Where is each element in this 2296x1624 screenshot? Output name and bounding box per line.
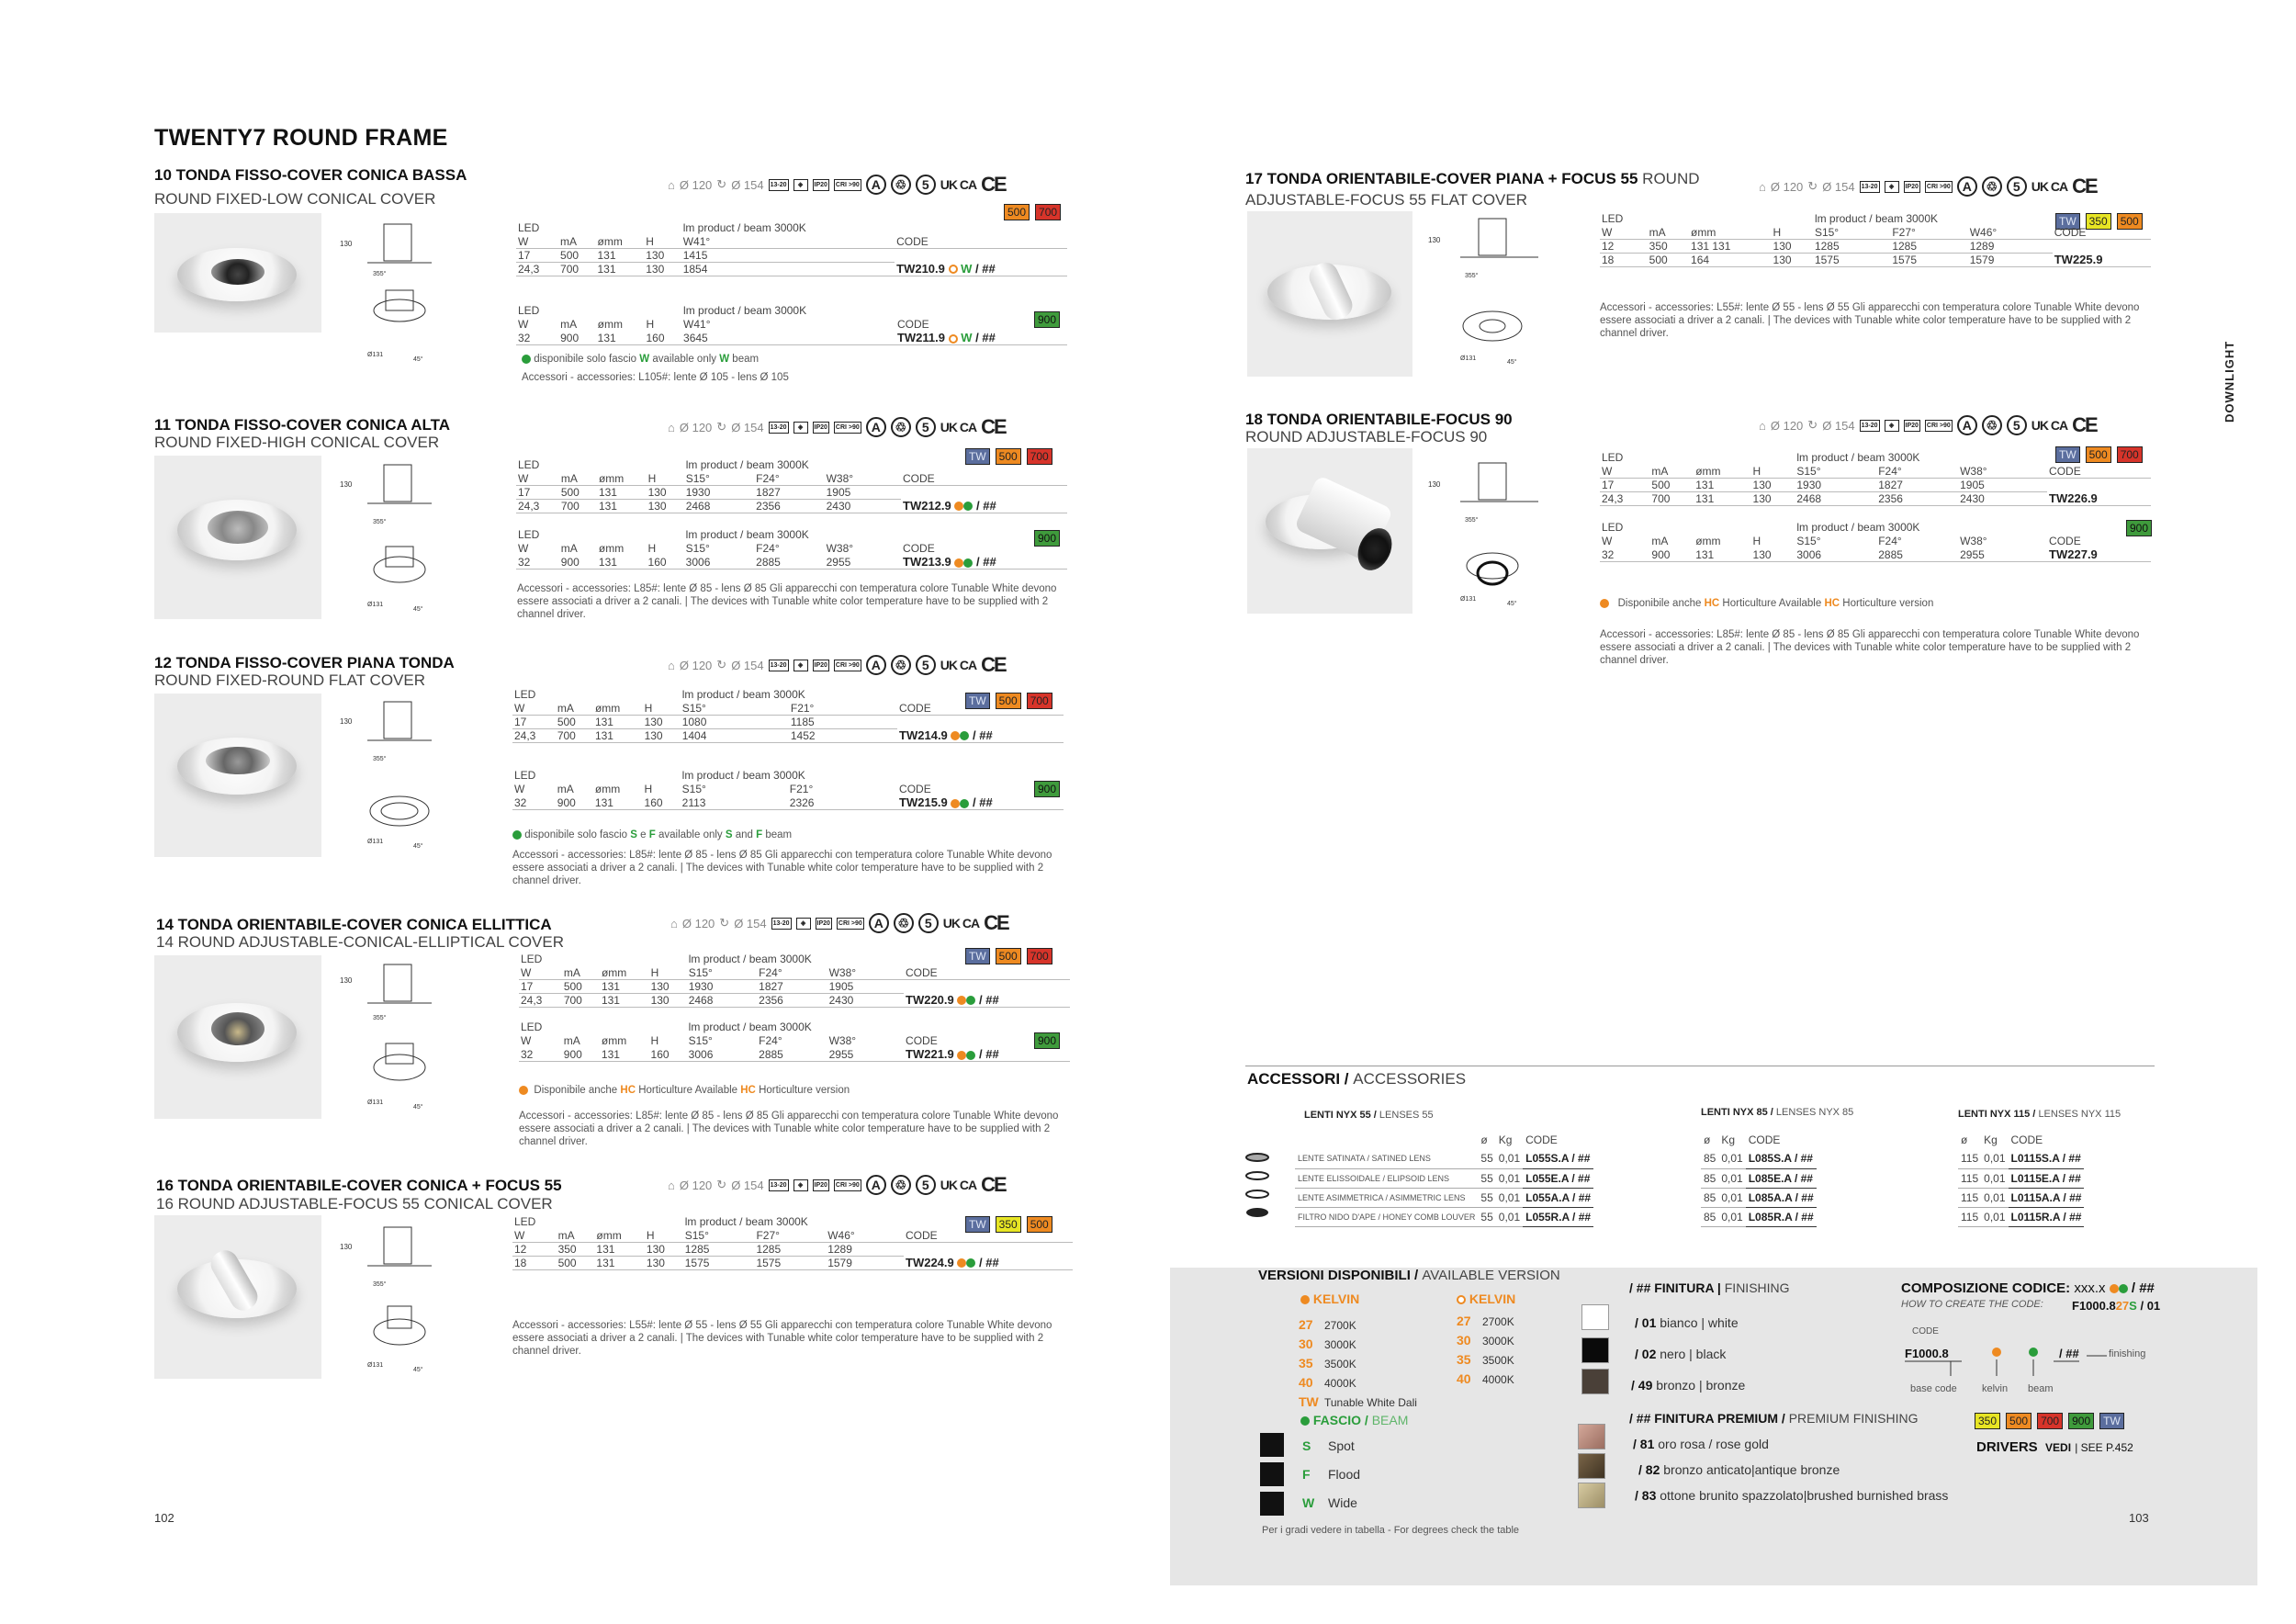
product-18-accessories: Accessori - accessories: L85#: lente Ø 85 - lens Ø 85 Gli apparecchi con temperatura colore Tunable White devono essere associati a driver a 2 canali. | The devices with Tunable white color temperature have to be supplied with 2 channel driver. xyxy=(1600,629,2140,666)
side-label: DOWNLIGHT xyxy=(2223,340,2236,423)
lenses-55-table: ø Kg CODE LENTE SATINATA / SATINED LENS 55 0,01 L055S.A / ## LENTE ELISSOIDALE / ELIPSOID LENS 55 0,01 L055E.A / ## LENTE ASIMMETRICA / ASIMMETRIC LENS 55 0,01 L055A.A / ## FILTRO NIDO D'APE / HONEY COMB LOUVER 55 0,01 L055R.A / ## xyxy=(1295,1130,1593,1227)
product-17-subtitle: ADJUSTABLE-FOCUS 55 FLAT COVER xyxy=(1245,191,1528,209)
svg-text:130: 130 xyxy=(340,480,353,489)
product-12-beam-note: disponibile solo fascio S e F available only S and F beam xyxy=(512,829,792,841)
product-12-icons: ⌂ Ø 120 ↻ Ø 154 13-20 ◈ IP20 CRI >90 A ♲ 5 UK CA CE xyxy=(668,653,1006,676)
how-to-label: HOW TO CREATE THE CODE: xyxy=(1901,1299,2043,1310)
bulb-icon: ◈ xyxy=(1885,420,1899,432)
svg-text:45°: 45° xyxy=(413,606,423,613)
product-10-table-b: LED lm product / beam 3000K W mA ømm H W41° CODE 32 900 131 160 3645 TW211.9 W / ## xyxy=(516,303,1067,345)
ev-icon: 13-20 xyxy=(769,422,789,434)
lens-icons xyxy=(1242,1148,1273,1222)
svg-text:45°: 45° xyxy=(1507,359,1517,366)
downlight-icon: ⌂ xyxy=(1759,179,1766,194)
finish-swatch-antique-bronze xyxy=(1578,1453,1605,1479)
finish-swatch-rose-gold xyxy=(1578,1424,1605,1449)
ev-icon: 13-20 xyxy=(769,179,789,191)
finish-swatch-brass xyxy=(1578,1483,1605,1508)
product-10-drivers-b: 900 xyxy=(1034,311,1060,328)
accessories-title: ACCESSORI / ACCESSORIES xyxy=(1247,1070,1467,1088)
finish-81: / 81 oro rosa / rose gold xyxy=(1633,1437,1769,1451)
recycle-icon: ♲ xyxy=(891,175,911,195)
recycle-icon: ♲ xyxy=(1982,176,2002,197)
lenses-55-title: LENTI NYX 55 / LENSES 55 xyxy=(1304,1110,1434,1121)
svg-text:130: 130 xyxy=(340,717,353,726)
ev-icon: 13-20 xyxy=(1860,181,1880,193)
rotate-icon: ↻ xyxy=(1807,179,1818,193)
product-12-drawing xyxy=(340,696,450,852)
ev-icon: 13-20 xyxy=(771,918,792,930)
premium-title: / ## FINITURA PREMIUM / PREMIUM FINISHING xyxy=(1629,1411,1919,1426)
product-17-title: 17 TONDA ORIENTABILE-COVER PIANA + FOCUS 55 ROUND xyxy=(1245,170,1700,187)
svg-text:130: 130 xyxy=(1428,480,1441,489)
product-10-table-a: LED lm product / beam 3000K W mA ømm H W41° CODE 17 500 131 130 1415 TW210.9 W / ## 24,3 700 131 130 1854 xyxy=(516,220,1067,276)
finish-49: / 49 bronzo | bronze xyxy=(1631,1378,1746,1393)
ev-icon: 13-20 xyxy=(769,660,789,671)
product-16-photo xyxy=(154,1215,321,1379)
product-17-drawing xyxy=(1428,211,1548,367)
svg-text:Ø131: Ø131 xyxy=(367,1362,384,1369)
code-label: CODE xyxy=(1912,1326,1939,1336)
versions-note: Per i gradi vedere in tabella - For degrees check the table xyxy=(1262,1525,1520,1536)
svg-text:45°: 45° xyxy=(1507,601,1517,607)
rotate-icon: ↻ xyxy=(1807,418,1818,432)
bulb-icon: ◈ xyxy=(793,660,808,671)
emc-icon: A xyxy=(866,1175,886,1195)
svg-text:355°: 355° xyxy=(373,1015,387,1021)
product-11-subtitle: ROUND FIXED-HIGH CONICAL COVER xyxy=(154,434,440,451)
product-16-title: 16 TONDA ORIENTABILE-COVER CONICA + FOCUS 55 xyxy=(156,1177,562,1194)
drivers-legend: 350 500 700 900 TW xyxy=(1975,1413,2124,1429)
product-12-accessories: Accessori - accessories: L85#: lente Ø 85 - lens Ø 85 Gli apparecchi con temperatura colore Tunable White devono essere associati a driver a 2 canali. | The devices with Tunable white color temperature have to be supplied with 2 channel driver. xyxy=(512,850,1052,886)
wide-icon xyxy=(1260,1492,1284,1516)
product-17-accessories: Accessori - accessories: L55#: lente Ø 55 - lens Ø 55 Gli apparecchi con temperatura colore Tunable White devono essere associati a driver a 2 canali. | The devices with Tunable white color temperature have to be supplied with 2 channel driver. xyxy=(1600,302,2140,339)
product-18-photo xyxy=(1247,448,1412,614)
kelvin-list-b: 27 2700K 30 3000K 35 3500K 40 4000K xyxy=(1457,1314,1514,1386)
recycle-icon: ♲ xyxy=(1982,415,2002,435)
finish-code-value: / ## xyxy=(2059,1347,2079,1360)
downlight-icon: ⌂ xyxy=(1759,418,1766,433)
svg-text:355°: 355° xyxy=(373,756,387,762)
product-10-drawing xyxy=(340,219,450,366)
kelvin-list-a: 27 2700K 30 3000K 35 3500K 40 4000K TW Tunable White Dali xyxy=(1299,1317,1417,1409)
bulb-icon: ◈ xyxy=(793,422,808,434)
product-10-subtitle: ROUND FIXED-LOW CONICAL COVER xyxy=(154,190,436,208)
rotate-icon: ↻ xyxy=(716,658,727,671)
product-10-icons: ⌂ Ø 120 ↻ Ø 154 13-20 ◈ IP20 CRI >90 A ♲ 5 UK CA CE xyxy=(668,173,1006,196)
product-10-photo xyxy=(154,213,321,333)
svg-text:130: 130 xyxy=(1428,236,1441,244)
product-11-accessories: Accessori - accessories: L85#: lente Ø 85 - lens Ø 85 Gli apparecchi con temperatura colore Tunable White devono essere associati a driver a 2 canali. | The devices with Tunable white color temperature have to be supplied with 2 channel driver. xyxy=(517,583,1057,620)
beam-wide: W Wide xyxy=(1302,1495,1357,1510)
svg-text:130: 130 xyxy=(340,1243,353,1251)
svg-text:355°: 355° xyxy=(1465,273,1479,279)
product-14-table-b: LED lm product / beam 3000K W mA ømm H S15° F24° W38° CODE 32 900 131 160 3006 2885 2955 TW221.9 / ## xyxy=(519,1020,1070,1062)
spot-icon xyxy=(1260,1433,1284,1457)
svg-text:Ø131: Ø131 xyxy=(367,352,384,358)
product-12-drivers-a: TW 500 700 xyxy=(965,693,1052,709)
downlight-icon: ⌂ xyxy=(668,658,675,672)
product-14-subtitle: 14 ROUND ADJUSTABLE-CONICAL-ELLIPTICAL COVER xyxy=(156,933,565,951)
kelvin-heading-a: KELVIN xyxy=(1300,1291,1359,1306)
product-11-table-b: LED lm product / beam 3000K W mA ømm H S15° F24° W38° CODE 32 900 131 160 3006 2885 2955 TW213.9 / ## xyxy=(516,527,1067,570)
downlight-icon: ⌂ xyxy=(668,420,675,434)
product-18-drivers-a: TW 500 700 xyxy=(2055,446,2143,463)
product-16-drawing xyxy=(340,1222,450,1378)
product-14-photo xyxy=(154,955,321,1119)
product-17-photo xyxy=(1247,211,1412,377)
product-17-drivers: TW 350 500 xyxy=(2055,213,2143,230)
product-16-accessories: Accessori - accessories: L55#: lente Ø 55 - lens Ø 55 Gli apparecchi con temperatura colore Tunable White devono essere associati a driver a 2 canali. | The devices with Tunable white color temperature have to be supplied with 2 channel driver. xyxy=(512,1320,1052,1357)
emc-icon: A xyxy=(866,175,886,195)
svg-text:355°: 355° xyxy=(373,271,387,277)
product-11-table-a: LED lm product / beam 3000K W mA ømm H S15° F24° W38° CODE 17 500 131 130 1930 1827 1905 TW212.9 / ## 24,3 700 131 130 2468 2356 2430 xyxy=(516,457,1067,513)
product-14-accessories: Accessori - accessories: L85#: lente Ø 85 - lens Ø 85 Gli apparecchi con temperatura colore Tunable White devono essere associati a driver a 2 canali. | The devices with Tunable white color temperature have to be supplied with 2 channel driver. xyxy=(519,1111,1059,1147)
composition-title: COMPOSIZIONE CODICE: xxx.x / ## xyxy=(1901,1280,2155,1296)
product-11-icons: ⌂ Ø 120 ↻ Ø 154 13-20 ◈ IP20 CRI >90 A ♲ 5 UK CA CE xyxy=(668,415,1006,438)
svg-text:130: 130 xyxy=(340,976,353,985)
product-18-drawing xyxy=(1428,456,1548,612)
product-10-drivers-a: 500 700 xyxy=(1004,204,1061,220)
svg-text:355°: 355° xyxy=(1465,517,1479,524)
rotate-icon: ↻ xyxy=(719,916,730,930)
rotate-icon: ↻ xyxy=(716,177,727,191)
product-11-drawing xyxy=(340,459,450,615)
beam-flood: F Flood xyxy=(1302,1467,1361,1482)
product-14-hc-note: Disponibile anche HC Horticulture Available HC Horticulture version xyxy=(519,1084,850,1097)
rotate-icon: ↻ xyxy=(716,1178,727,1191)
product-14-drawing xyxy=(340,959,450,1115)
bulb-icon: ◈ xyxy=(793,179,808,191)
finish-83: / 83 ottone brunito spazzolato|brushed burnished brass xyxy=(1635,1488,1949,1503)
product-14-title: 14 TONDA ORIENTABILE-COVER CONICA ELLITTICA xyxy=(156,916,552,933)
flood-icon xyxy=(1260,1462,1284,1486)
rotate-icon: ↻ xyxy=(716,420,727,434)
product-12-subtitle: ROUND FIXED-ROUND FLAT COVER xyxy=(154,671,426,689)
product-12-drivers-b: 900 xyxy=(1034,781,1060,797)
page-number-right: 103 xyxy=(2129,1511,2149,1525)
recycle-icon: ♲ xyxy=(891,1175,911,1195)
product-11-drivers-a: TW 500 700 xyxy=(965,448,1052,465)
product-11-title: 11 TONDA FISSO-COVER CONICA ALTA xyxy=(154,416,451,434)
product-16-table-a: LED lm product / beam 3000K W mA ømm H S15° F27° W46° CODE 12 350 131 130 1285 1285 1289 TW224.9 / ## 18 500 131 130 1575 1575 1579 xyxy=(512,1214,1073,1270)
finish-swatch-white xyxy=(1581,1304,1609,1330)
recycle-icon: ♲ xyxy=(891,417,911,437)
svg-text:45°: 45° xyxy=(413,843,423,850)
kelvin-heading-b: KELVIN xyxy=(1457,1291,1515,1306)
svg-text:Ø131: Ø131 xyxy=(367,1100,384,1106)
product-12-photo xyxy=(154,694,321,857)
product-18-table-a: LED lm product / beam 3000K W mA ømm H S15° F24° W38° CODE 17 500 131 130 1930 1827 1905 TW226.9 24,3 700 131 130 2468 2356 2430 xyxy=(1600,450,2151,506)
product-18-drivers-b: 900 xyxy=(2126,520,2152,536)
finish-swatch-black xyxy=(1581,1337,1609,1363)
bulb-icon: ◈ xyxy=(1885,181,1899,193)
page-number-left: 102 xyxy=(154,1511,174,1525)
finish-swatch-bronze xyxy=(1581,1369,1609,1394)
downlight-icon: ⌂ xyxy=(668,177,675,192)
ev-icon: 13-20 xyxy=(769,1179,789,1191)
svg-text:45°: 45° xyxy=(413,356,423,363)
product-16-drivers-a: TW 350 500 xyxy=(965,1216,1052,1233)
finish-01: / 01 bianco | white xyxy=(1635,1315,1739,1330)
lenses-115-table: ø Kg CODE 115 0,01 L0115S.A / ## 115 0,01 L0115E.A / ## 115 0,01 L0115A.A / ## 115 0,01 L0115R.A / ## xyxy=(1958,1130,2084,1227)
product-16-icons: ⌂ Ø 120 ↻ Ø 154 13-20 ◈ IP20 CRI >90 A ♲ 5 UK CA CE xyxy=(668,1173,1006,1196)
ev-icon: 13-20 xyxy=(1860,420,1880,432)
svg-text:Ø131: Ø131 xyxy=(367,839,384,845)
product-12-table-b: LED lm product / beam 3000K W mA ømm H S15° F21° CODE 32 900 131 160 2113 2326 TW215.9 / ## xyxy=(512,768,1064,810)
lenses-85-table: ø Kg CODE 85 0,01 L085S.A / ## 85 0,01 L085E.A / ## 85 0,01 L085A.A / ## 85 0,01 L085R.A / ## xyxy=(1701,1130,1817,1227)
drivers-title: DRIVERS VEDI | SEE P.452 xyxy=(1976,1439,2133,1455)
product-18-subtitle: ROUND ADJUSTABLE-FOCUS 90 xyxy=(1245,428,1488,445)
product-18-icons: ⌂ Ø 120 ↻ Ø 154 13-20 ◈ IP20 CRI >90 A ♲ 5 UK CA CE xyxy=(1759,413,2097,436)
product-10-beam-note: disponibile solo fascio W available only W beam xyxy=(522,353,759,366)
product-10-accessories: Accessori - accessories: L105#: lente Ø 105 - lens Ø 105 xyxy=(522,372,789,383)
svg-text:355°: 355° xyxy=(373,519,387,525)
product-18-title: 18 TONDA ORIENTABILE-FOCUS 90 xyxy=(1245,411,1513,428)
recycle-icon: ♲ xyxy=(894,913,914,933)
emc-icon: A xyxy=(869,913,889,933)
product-12-title: 12 TONDA FISSO-COVER PIANA TONDA xyxy=(154,654,455,671)
svg-text:Ø131: Ø131 xyxy=(367,602,384,608)
finishing-label: finishing xyxy=(2109,1348,2146,1359)
product-11-drivers-b: 900 xyxy=(1034,530,1060,547)
beam-spot: S Spot xyxy=(1302,1438,1355,1453)
bulb-icon: ◈ xyxy=(796,918,811,930)
product-18-table-b: LED lm product / beam 3000K W mA ømm H S15° F24° W38° CODE 32 900 131 130 3006 2885 2955 TW227.9 xyxy=(1600,520,2151,562)
composition-example: F1000.827S / 01 xyxy=(2072,1299,2161,1313)
product-17-icons: ⌂ Ø 120 ↻ Ø 154 13-20 ◈ IP20 CRI >90 A ♲ 5 UK CA CE xyxy=(1759,175,2097,197)
base-code-label: base code xyxy=(1910,1383,1957,1394)
svg-text:130: 130 xyxy=(340,240,353,248)
product-16-subtitle: 16 ROUND ADJUSTABLE-FOCUS 55 CONICAL COVER xyxy=(156,1195,553,1212)
svg-text:Ø131: Ø131 xyxy=(1460,355,1477,362)
product-12-table-a: LED lm product / beam 3000K W mA ømm H S15° F21° CODE 17 500 131 130 1080 1185 TW214.9 / ## 24,3 700 131 130 1404 1452 xyxy=(512,687,1064,743)
finishing-title: / ## FINITURA | FINISHING xyxy=(1629,1280,1790,1295)
emc-icon: A xyxy=(866,417,886,437)
product-14-table-a: LED lm product / beam 3000K W mA ømm H S15° F24° W38° CODE 17 500 131 130 1930 1827 1905 TW220.9 / ## 24,3 700 131 130 2468 2356 2430 xyxy=(519,952,1070,1008)
emc-icon: A xyxy=(866,655,886,675)
lenses-115-title: LENTI NYX 115 / LENSES NYX 115 xyxy=(1958,1109,2122,1120)
finish-02: / 02 nero | black xyxy=(1635,1347,1727,1361)
product-11-photo xyxy=(154,456,321,619)
product-14-drivers-b: 900 xyxy=(1034,1032,1060,1049)
downlight-icon: ⌂ xyxy=(670,916,678,930)
product-17-table: LED lm product / beam 3000K W mA ømm H S15° F27° W46° CODE 12 350 131 131 130 1285 1285 1289 TW225.9 18 500 164 130 1575 1575 1579 xyxy=(1600,211,2151,267)
lenses-85-title: LENTI NYX 85 / LENSES NYX 85 xyxy=(1701,1107,1854,1118)
product-18-hc-note: Disponibile anche HC Horticulture Available HC Horticulture version xyxy=(1600,597,1933,610)
beam-label: beam xyxy=(2028,1383,2054,1394)
product-14-icons: ⌂ Ø 120 ↻ Ø 154 13-20 ◈ IP20 CRI >90 A ♲ 5 UK CA CE xyxy=(670,911,1008,934)
bulb-icon: ◈ xyxy=(793,1179,808,1191)
svg-text:45°: 45° xyxy=(413,1104,423,1111)
beam-heading: FASCIO / BEAM xyxy=(1300,1413,1408,1427)
emc-icon: A xyxy=(1957,415,1977,435)
product-10-title: 10 TONDA FISSO-COVER CONICA BASSA xyxy=(154,166,467,184)
recycle-icon: ♲ xyxy=(891,655,911,675)
kelvin-label: kelvin xyxy=(1982,1383,2009,1394)
emc-icon: A xyxy=(1957,176,1977,197)
product-14-drivers-a: TW 500 700 xyxy=(965,948,1052,964)
svg-text:355°: 355° xyxy=(373,1281,387,1288)
svg-text:Ø131: Ø131 xyxy=(1460,596,1477,603)
code-diagram xyxy=(1905,1347,2134,1383)
base-code-value: F1000.8 xyxy=(1905,1347,1949,1360)
svg-text:45°: 45° xyxy=(413,1367,423,1373)
downlight-icon: ⌂ xyxy=(668,1178,675,1192)
finish-82: / 82 bronzo anticato|antique bronze xyxy=(1638,1462,1840,1477)
page-title: TWENTY7 ROUND FRAME xyxy=(154,125,448,151)
versions-title: VERSIONI DISPONIBILI / AVAILABLE VERSION xyxy=(1258,1268,1560,1283)
